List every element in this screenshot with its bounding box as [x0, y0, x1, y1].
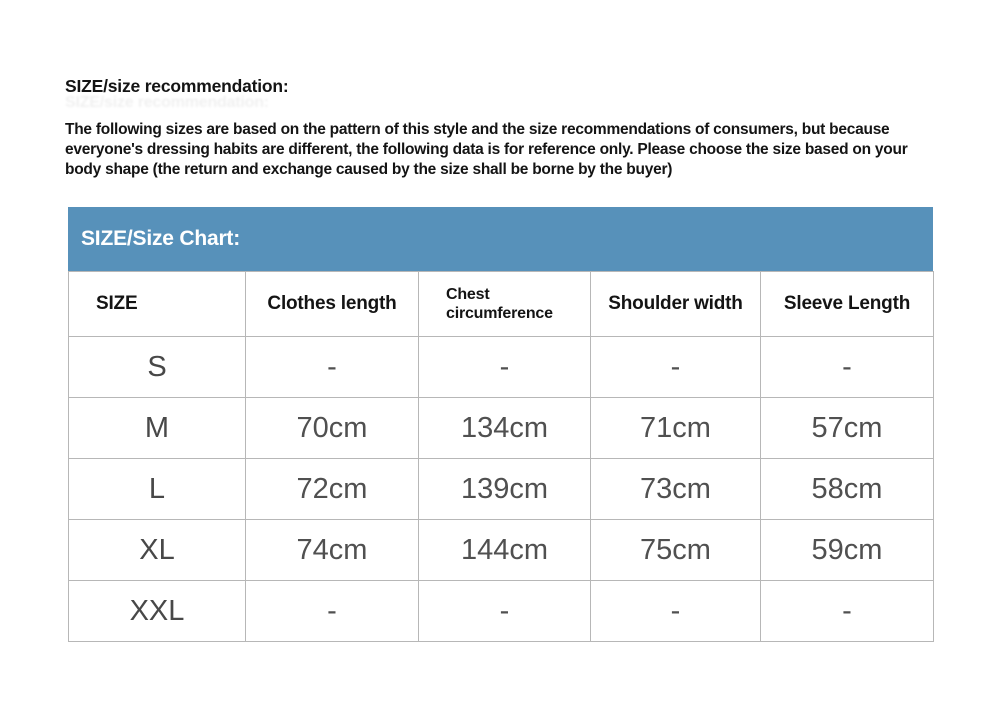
- value-cell: 74cm: [246, 520, 419, 581]
- table-row-s: [69, 337, 934, 398]
- size-cell: L: [69, 459, 246, 520]
- table-row-m: [69, 398, 934, 459]
- value-cell: 144cm: [419, 520, 591, 581]
- size-chart-title: SIZE/Size Chart:: [81, 227, 240, 250]
- value-cell: 70cm: [246, 398, 419, 459]
- value-cell: -: [419, 337, 591, 398]
- value-cell: 73cm: [591, 459, 761, 520]
- size-cell: M: [69, 398, 246, 459]
- value-cell: -: [761, 581, 934, 642]
- value-cell: -: [591, 581, 761, 642]
- size-cell: XL: [69, 520, 246, 581]
- value-cell: -: [761, 337, 934, 398]
- column-header-shoulder-width: Shoulder width: [591, 272, 761, 337]
- size-disclaimer-text: The following sizes are based on the pattern of this style and the size recommendations of consumers, but because everyone's dressing habits are different, the following data is for reference only. Please choose the size based on your body shape (the return and exchange caused by the size shall be borne by the buyer): [65, 121, 908, 178]
- value-cell: 134cm: [419, 398, 591, 459]
- value-cell: -: [246, 581, 419, 642]
- page-title: SIZE/size recommendation:: [65, 76, 289, 96]
- value-cell: -: [419, 581, 591, 642]
- column-header-size: SIZE: [69, 272, 246, 337]
- value-cell: 59cm: [761, 520, 934, 581]
- size-chart-section: [68, 207, 933, 642]
- column-header-clothes-length: Clothes length: [246, 272, 419, 337]
- table-row-xl: [69, 520, 934, 581]
- value-cell: 57cm: [761, 398, 934, 459]
- size-chart-header-bar: [68, 207, 933, 271]
- value-cell: -: [591, 337, 761, 398]
- value-cell: 71cm: [591, 398, 761, 459]
- value-cell: 58cm: [761, 459, 934, 520]
- size-cell: XXL: [69, 581, 246, 642]
- size-cell: S: [69, 337, 246, 398]
- table-row-l: [69, 459, 934, 520]
- column-header-chest-circumference: Chest circumference: [419, 272, 591, 337]
- size-table-header-row: [69, 272, 934, 337]
- column-header-sleeve-length: Sleeve Length: [761, 272, 934, 337]
- value-cell: -: [246, 337, 419, 398]
- value-cell: 139cm: [419, 459, 591, 520]
- value-cell: 72cm: [246, 459, 419, 520]
- value-cell: 75cm: [591, 520, 761, 581]
- size-table: [68, 271, 934, 642]
- table-row-xxl: [69, 581, 934, 642]
- page-title-ghost: SIZE/size recommendation:: [65, 94, 269, 111]
